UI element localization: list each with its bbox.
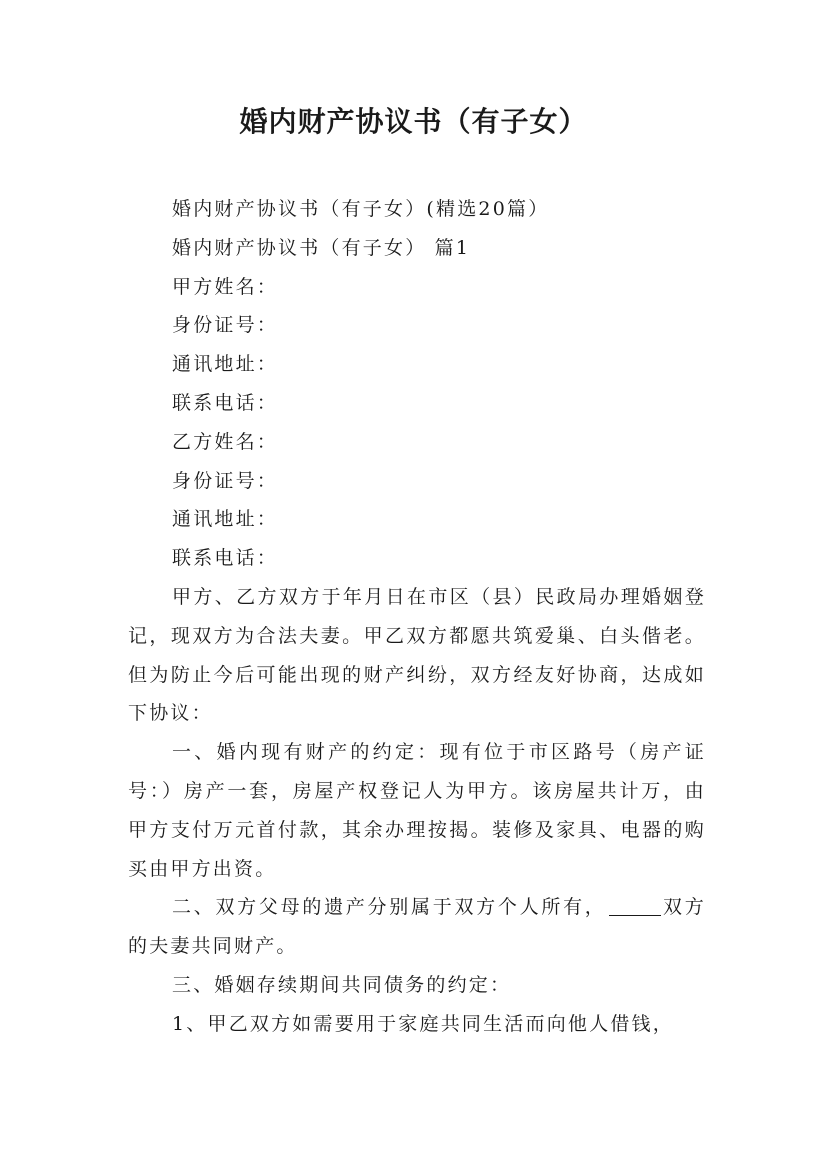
party-b-address-field: 通讯地址： bbox=[172, 508, 279, 531]
clause-2-text-after: 双方的夫妻共同财产。 bbox=[128, 896, 706, 958]
section-heading: 婚内财产协议书（有子女） 篇1 bbox=[172, 236, 471, 259]
intro-paragraph: 甲方、乙方双方于年月日在市区（县）民政局办理婚姻登记，现双方为合法夫妻。甲乙双方都愿共筑爱巢、白头偕老。但为防止今后可能出现的财产纠纷，双方经友好协商，达成如下协议： bbox=[128, 585, 706, 725]
party-a-address-field: 通讯地址： bbox=[172, 353, 279, 376]
clause-3-heading: 三、婚姻存续期间共同债务的约定： bbox=[172, 973, 512, 996]
subtitle-line: 婚内财产协议书（有子女）(精选20篇） bbox=[172, 198, 550, 220]
party-a-name-field: 甲方姓名： bbox=[172, 275, 279, 298]
party-a-phone-field: 联系电话： bbox=[172, 391, 279, 414]
clause-1-paragraph: 一、婚内现有财产的约定：现有位于市区路号（房产证号：）房产一套，房屋产权登记人为甲方。该房屋共计万，由甲方支付万元首付款，其余办理按揭。装修及家具、电器的购买由甲方出资。 bbox=[128, 741, 706, 880]
party-b-name-field: 乙方姓名： bbox=[172, 430, 279, 453]
party-a-id-field: 身份证号： bbox=[172, 314, 279, 337]
clause-3-1-paragraph: 1、甲乙双方如需要用于家庭共同生活而向他人借钱， bbox=[172, 1012, 674, 1035]
party-b-phone-field: 联系电话： bbox=[172, 547, 279, 570]
clause-2-paragraph bbox=[128, 888, 706, 966]
clause-2-text-before: 二、双方父母的遗产分别属于双方个人所有， bbox=[172, 896, 607, 919]
fill-in-blank bbox=[609, 895, 661, 916]
document-title: 婚内财产协议书（有子女） bbox=[239, 105, 588, 138]
document-body bbox=[128, 190, 706, 1044]
party-b-id-field: 身份证号： bbox=[172, 469, 279, 492]
